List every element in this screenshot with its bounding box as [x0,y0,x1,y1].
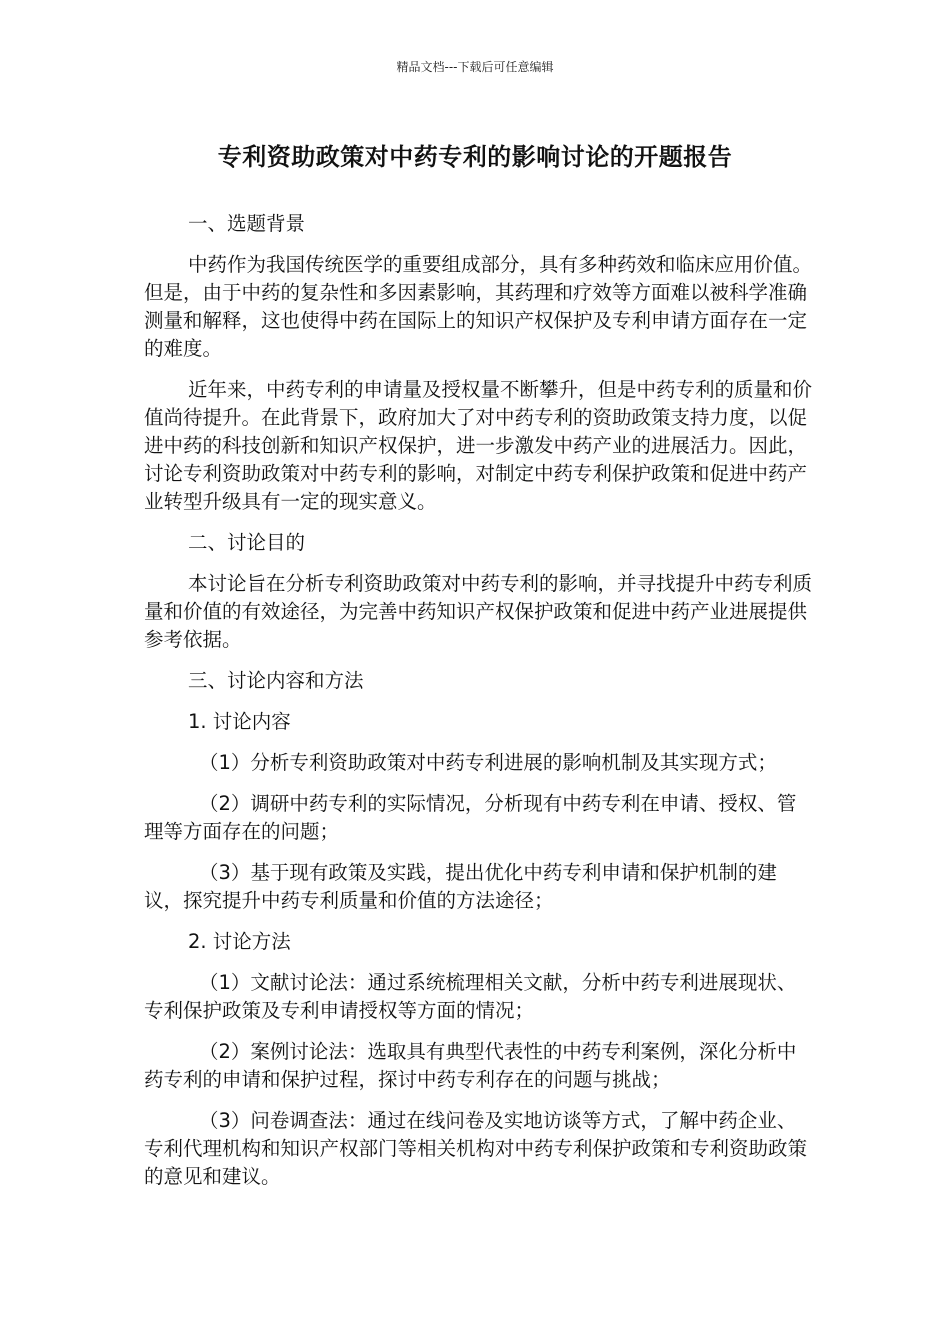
document-title: 专利资助政策对中药专利的影响讨论的开题报告 [217,143,733,171]
method-item-2: （2）案例讨论法：选取具有典型代表性的中药专利案例，深化分析中药专利的申请和保护过程，探讨中药专利存在的问题与挑战； [144,1040,797,1091]
document-body [144,210,814,1204]
section-heading-content-methods: 三、讨论内容和方法 [188,669,364,692]
method-item-1: （1）文献讨论法：通过系统梳理相关文献，分析中药专利进展现状、专利保护政策及专利申请授权等方面的情况； [144,971,797,1022]
paragraph-purpose: 本讨论旨在分析专利资助政策对中药专利的影响，并寻找提升中药专利质量和价值的有效途径，为完善中药知识产权保护政策和促进中药产业进展提供参考依据。 [144,572,813,651]
method-item-3: （3）问卷调查法：通过在线问卷及实地访谈等方式，了解中药企业、专利代理机构和知识产权部门等相关机构对中药专利保护政策和专利资助政策的意见和建议。 [144,1109,808,1188]
section-heading-purpose: 二、讨论目的 [188,531,306,554]
section-heading-background: 一、选题背景 [188,212,306,235]
content-item-2: （2）调研中药专利的实际情况，分析现有中药专利在申请、授权、管理等方面存在的问题； [144,792,797,843]
paragraph-background-1: 中药作为我国传统医学的重要组成部分，具有多种药效和临床应用价值。但是，由于中药的复杂性和多因素影响，其药理和疗效等方面难以被科学准确测量和解释，这也使得中药在国际上的知识产权保护及专利申请方面存在一定的难度。 [144,253,813,360]
header-note: 精品文档---下载后可任意编辑 [396,60,554,74]
content-item-3: （3）基于现有政策及实践，提出优化中药专利申请和保护机制的建议，探究提升中药专利质量和价值的方法途径； [144,861,777,912]
subheading-content: 1. 讨论内容 [188,710,291,733]
subheading-methods: 2. 讨论方法 [188,930,291,953]
content-item-1: （1）分析专利资助政策对中药专利进展的影响机制及其实现方式； [199,751,777,774]
paragraph-background-2: 近年来，中药专利的申请量及授权量不断攀升，但是中药专利的质量和价值尚待提升。在此背景下，政府加大了对中药专利的资助政策支持力度，以促进中药的科技创新和知识产权保护，进一步激发中药产业的进展活力。因此，讨论专利资助政策对中药专利的影响，对制定中药专利保护政策和促进中药产业转型升级具有一定的现实意义。 [144,378,813,513]
